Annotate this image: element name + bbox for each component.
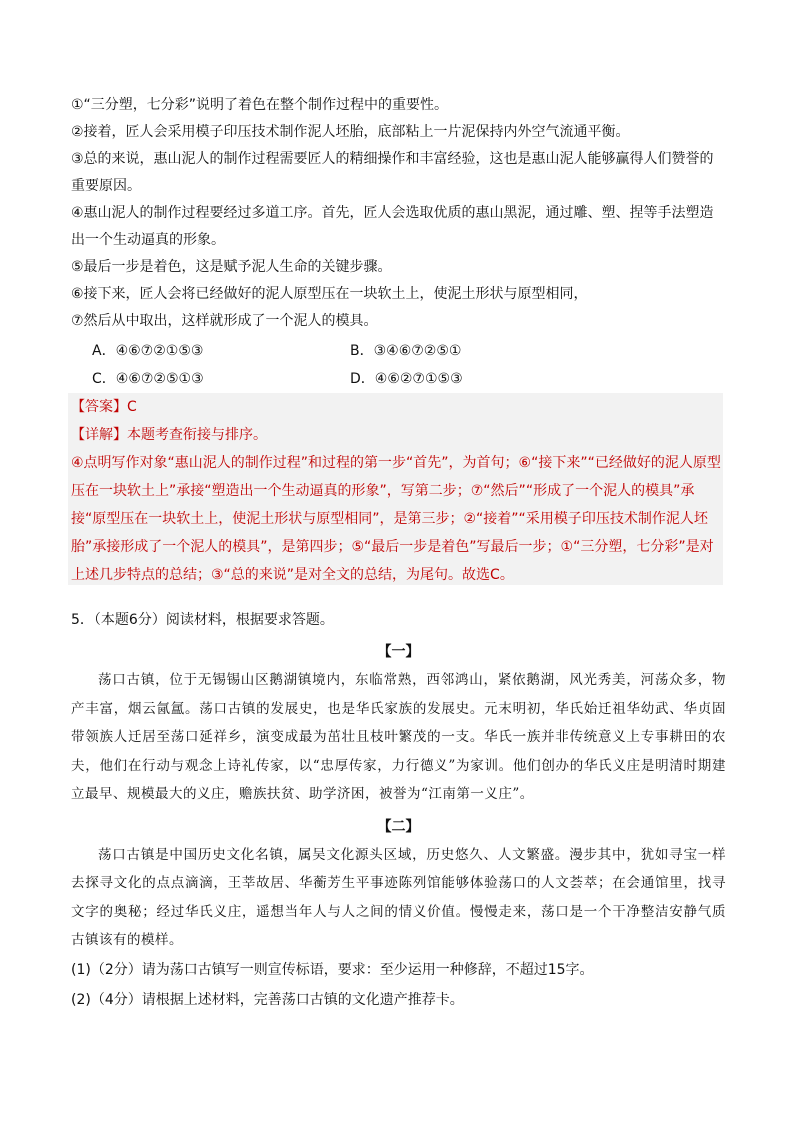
- option-c: C．④⑥⑦②⑤①③: [92, 371, 204, 387]
- sentence-4: ④惠山泥人的制作过程要经过多道工序。首先，匠人会选取优质的惠山黑泥，通过雕、塑、捏等手法塑造出一个生动逼真的形象。: [71, 205, 714, 248]
- question-5: [71, 606, 726, 1015]
- answer-label: 【答案】C: [71, 399, 137, 415]
- sentence-2: ②接着，匠人会采用模子印压技术制作泥人坯胎，底部粘上一片泥保持内外空气流通平衡。: [71, 124, 630, 140]
- section-2-text: 荡口古镇是中国历史文化名镇，属吴文化源头区域，历史悠久、人文繁盛。漫步其中，犹如寻宝一样去探寻文化的点点滴滴，王莘故居、华蘅芳生平事迹陈列馆能够体验荡口的人文荟萃；在会通馆里，找寻文字的奥秘；经过华氏义庄，遥想当年人与人之间的情义价值。慢慢走来，荡口是一个干净整洁安静气质古镇该有的模样。: [71, 846, 726, 948]
- sentence-6: ⑥接下来，匠人会将已经做好的泥人原型压在一块软土上，使泥土形状与原型相同，: [71, 286, 588, 302]
- sub-question-1: (1)（2分）请为荡口古镇写一则宣传标语，要求：至少运用一种修辞，不超过15字。: [71, 961, 594, 978]
- answer-options: [92, 336, 652, 392]
- option-b: B．③④⑥⑦②⑤①: [350, 343, 462, 359]
- question-4-sentences: [71, 92, 726, 335]
- option-d: D．④⑥②⑦①⑤③: [350, 371, 463, 387]
- detail-body: ④点明写作对象“惠山泥人的制作过程”和过程的第一步“首先”，为首句；⑥“接下来”“已经做好的泥人原型压在一块软土上”承接“塑造出一个生动逼真的形象”，写第二步；⑦“然后”“形成了一个泥人的模具”承接“原型压在一块软土上，使泥土形状与原型相同”，是第三步；②“接着”“采用模子印压技术制作泥人坯胎”承接形成了一个泥人的模具”，是第四步；⑤“最后一步是着色”写最后一步；①“三分塑，七分彩”是对上述几步特点的总结；③“总的来说”是对全文的总结，为尾句。故选C。: [71, 455, 721, 583]
- sentence-5: ⑤最后一步是着色，这是赋予泥人生命的关键步骤。: [71, 259, 392, 275]
- sentence-1: ①“三分塑，七分彩”说明了着色在整个制作过程中的重要性。: [71, 97, 449, 113]
- sentence-3: ③总的来说，惠山泥人的制作过程需要匠人的精细操作和丰富经验，这也是惠山泥人能够赢得人们赞誉的重要原因。: [71, 151, 714, 194]
- answer-explanation-box: [68, 393, 723, 585]
- question-5-title: 5．（本题6分）阅读材料，根据要求答题。: [71, 612, 334, 628]
- section-1-heading: 【一】: [377, 644, 420, 660]
- sub-question-2: (2)（4分）请根据上述材料，完善荡口古镇的文化遗产推荐卡。: [71, 991, 464, 1008]
- sentence-7: ⑦然后从中取出，这样就形成了一个泥人的模具。: [71, 313, 378, 329]
- detail-title: 【详解】本题考查衔接与排序。: [71, 427, 267, 443]
- option-a: A．④⑥⑦②①⑤③: [92, 343, 204, 359]
- section-2-heading: 【二】: [377, 818, 420, 835]
- section-1-text: 荡口古镇，位于无锡锡山区鹅湖镇境内，东临常熟，西邻鸿山，紧依鹅湖，风光秀美，河荡众多，物产丰富，烟云氤氲。荡口古镇的发展史，也是华氏家族的发展史。元末明初，华氏始迁祖华幼武、华贞固带领族人迁居至荡口延祥乡，演变成最为茁壮且枝叶繁茂的一支。华氏一族并非传统意义上专事耕田的农夫，他们在行动与观念上诗礼传家，以“忠厚传家，力行德义”为家训。他们创办的华氏义庄是明清时期建立最早、规模最大的义庄，赡族扶贫、助学济困，被誉为“江南第一义庄”。: [71, 672, 726, 802]
